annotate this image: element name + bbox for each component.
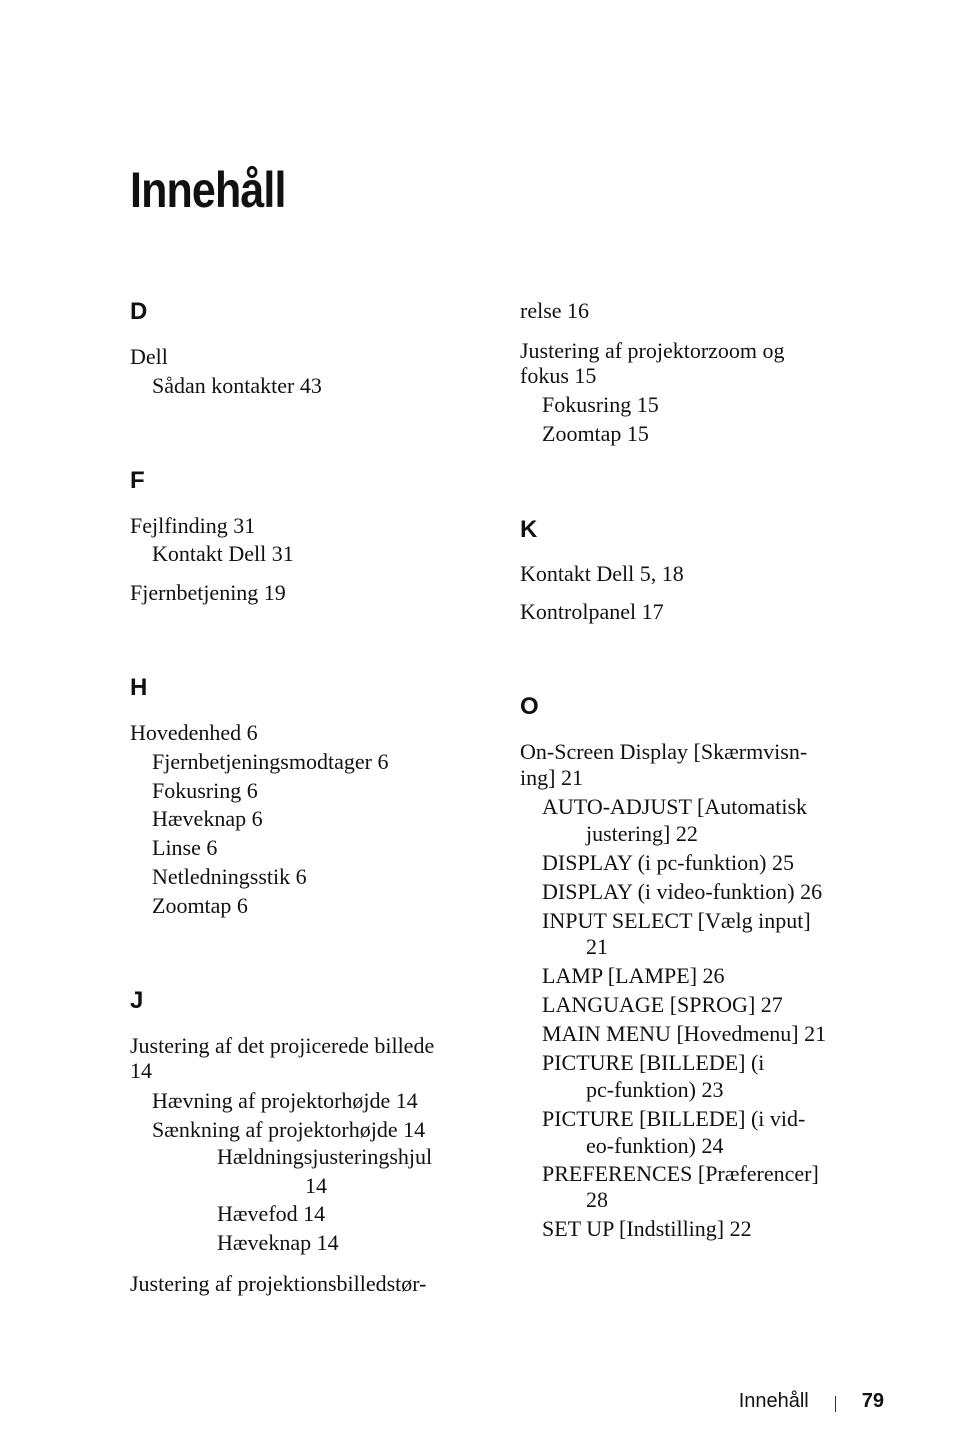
index-subentry-wrap: pc-funktion) 23	[586, 1077, 724, 1102]
index-subentry: PICTURE [BILLEDE] (i vid-	[542, 1106, 806, 1131]
index-subsubentry: Hævefod 14	[217, 1201, 326, 1226]
index-subentry-wrap: 28	[586, 1187, 608, 1212]
index-letter-j: J	[130, 987, 144, 1014]
index-letter-f: F	[130, 467, 145, 494]
index-entry: On-Screen Display [Skærmvisn-	[520, 739, 808, 764]
page-footer	[739, 1386, 884, 1416]
index-entry-wrap: fokus 15	[520, 363, 597, 388]
index-subentry: DISPLAY (i video-funktion) 26	[542, 879, 823, 904]
index-letter-k: K	[520, 516, 538, 543]
index-subentry: Linse 6	[152, 835, 218, 860]
index-subentry: PICTURE [BILLEDE] (i	[542, 1050, 765, 1075]
index-subentry: Fjernbetjeningsmodtager 6	[152, 749, 389, 774]
index-subentry: MAIN MENU [Hovedmenu] 21	[542, 1021, 827, 1046]
index-entry: Dell	[130, 344, 168, 369]
index-subsubentry: Hæveknap 14	[217, 1230, 339, 1255]
index-subentry: Fokusring 15	[542, 392, 659, 417]
footer-section-label: Innehåll	[738, 1390, 809, 1412]
page-number: 79	[861, 1390, 884, 1412]
index-letter-o: O	[520, 693, 539, 720]
index-entry-wrap: ing] 21	[520, 765, 583, 790]
index-entry: Hovedenhed 6	[130, 720, 258, 745]
index-subentry: LANGUAGE [SPROG] 27	[542, 992, 783, 1017]
index-entry: Justering af projektionsbilledstør-	[130, 1271, 427, 1296]
index-subentry: Zoomtap 15	[542, 421, 649, 446]
index-subentry: AUTO-ADJUST [Automatisk	[542, 794, 808, 819]
index-subentry: LAMP [LAMPE] 26	[542, 963, 725, 988]
page-title: Innehåll	[130, 162, 286, 218]
index-subentry: Zoomtap 6	[152, 893, 248, 918]
index-subentry: Hæveknap 6	[152, 806, 263, 831]
index-entry: Kontrolpanel 17	[520, 599, 664, 624]
index-entry: Fjernbetjening 19	[130, 580, 286, 605]
index-subentry: Sænkning af projektorhøjde 14	[152, 1117, 426, 1142]
index-entry-wrap: 14	[130, 1058, 152, 1083]
index-subentry: Hævning af projektorhøjde 14	[152, 1088, 418, 1113]
index-subentry-wrap: eo-funktion) 24	[586, 1133, 724, 1158]
index-subentry: Sådan kontakter 43	[152, 373, 322, 398]
index-subentry-wrap: 21	[586, 934, 608, 959]
index-subsubentry: Hældningsjusteringshjul	[217, 1144, 433, 1169]
index-letter-h: H	[130, 674, 148, 701]
index-subentry: INPUT SELECT [Vælg input]	[542, 908, 811, 933]
footer-divider	[835, 1396, 836, 1412]
index-subentry: PREFERENCES [Præferencer]	[542, 1161, 819, 1186]
index-letter-d: D	[130, 298, 148, 325]
index-entry: Kontakt Dell 5, 18	[520, 561, 684, 586]
index-subentry: SET UP [Indstilling] 22	[542, 1216, 752, 1241]
index-subentry: Netledningsstik 6	[152, 864, 307, 889]
index-subentry: Fokusring 6	[152, 778, 258, 803]
index-subsubentry-wrap: 14	[305, 1173, 327, 1198]
index-entry-continuation: relse 16	[520, 298, 590, 323]
index-subentry: Kontakt Dell 31	[152, 541, 294, 566]
index-entry: Justering af det projicerede billede	[130, 1033, 435, 1058]
index-subentry-wrap: justering] 22	[586, 821, 698, 846]
index-entry: Justering af projektorzoom og	[520, 338, 785, 363]
index-entry: Fejlfinding 31	[130, 513, 256, 538]
index-subentry: DISPLAY (i pc-funktion) 25	[542, 850, 794, 875]
